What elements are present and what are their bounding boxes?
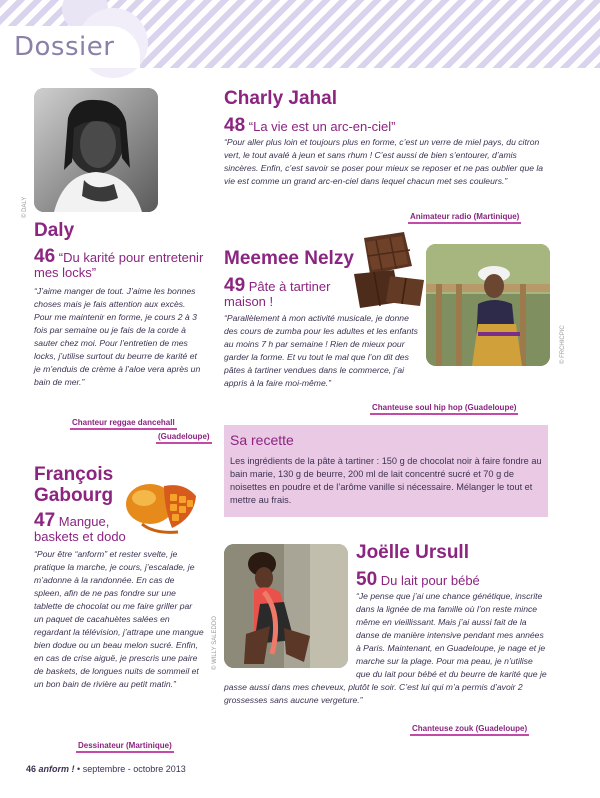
photo-credit: © WILLY SALEDDO — [212, 616, 218, 670]
headline-text: Pâte à tartiner maison ! — [224, 279, 331, 309]
tip-number: 49 — [224, 275, 246, 296]
page-footer — [26, 764, 186, 774]
joelle-headline — [356, 569, 546, 590]
francois-role: Dessinateur (Martinique) — [76, 741, 174, 753]
section-title: Dossier — [14, 32, 115, 62]
meemee-body: “Parallèlement à mon activité musicale, je donne des cours de zumba pour les adultes et les enfants au moins 7 h par semaine ! Rien de mieux pour garder la forme. Et vu tout le mal que l’on dit des pâtes à tartiner vendues dans le commerce, j’ai appris à la faire moi-même.” — [224, 313, 418, 388]
charly-body: “Pour aller plus loin et toujours plus en forme, c’est un verre de miel pays, du citron vert, le tout avalé à jeun et sans rhum ! C’est aussi de bien s’entourer, d’amis sincères. Enfin, c’est savoir se poser pour mieux se reposer et ne pas oublier que la vie est comme un grand arc-en-ciel dans lequel chacun met ses couleurs.” — [224, 137, 544, 186]
charly-name: Charly Jahal — [224, 88, 337, 109]
headline-text: “Du karité pour entretenir mes locks” — [34, 250, 204, 280]
recipe-text: Les ingrédients de la pâte à tartiner : 150 g de chocolat noir à faire fondre au bain marie, 130 g de beurre, 200 ml de lait concentré sucré et 70 g de noisettes en poudre et de l’arôme vanille si nécessaire. Mélanger le tout et mettre au frais. — [230, 456, 542, 505]
francois-name-line2: Gabourg — [34, 485, 114, 506]
text-wrap-spacer — [224, 590, 356, 670]
tip-number: 48 — [224, 115, 246, 136]
joelle-name: Joëlle Ursull — [356, 542, 469, 563]
meemee-headline — [224, 275, 354, 309]
issue-date: • septembre - octobre 2013 — [77, 764, 186, 774]
daly-name: Daly — [34, 220, 75, 241]
francois-name-line1: François — [34, 464, 114, 485]
francois-body: “Pour être “anform” et rester svelte, je pratique la marche, je cours, j’escalade, je m’adonne à la randonnée. En cas de spleen, afin de ne pas fondre sur une tablette de chocolat ou me faire griller par un paquet de cacahuètes salées en regardant la télévision, j’attrape une mangue bien dodue ou un beau melon sucré. Enfin, en cas de crise aiguë, je prescris une paire de baskets, de longues nuits de sommeil et un bon bain de rivière au petit matin.” — [34, 549, 204, 689]
daly-headline — [34, 246, 204, 280]
photo-credit: © FRCHICPIC — [560, 325, 566, 364]
tip-number: 46 — [34, 246, 56, 267]
recipe-title: Sa recette — [230, 432, 294, 448]
daly-role-region: (Guadeloupe) — [156, 432, 212, 444]
joelle-role: Chanteuse zouk (Guadeloupe) — [410, 724, 529, 736]
charly-headline — [224, 115, 544, 136]
magazine-name: anform ! — [38, 764, 75, 774]
chocolate-image — [346, 230, 430, 310]
meemee-photo — [426, 244, 550, 366]
headline-text: Du lait pour bébé — [380, 573, 480, 588]
meemee-name: Meemee Nelzy — [224, 248, 354, 269]
daly-body: “J’aime manger de tout. J’aime les bonnes choses mais je fais attention aux excès. Pour me maintenir en forme, je cours 2 à 3 fois par semaine ou je fais de la corde à sauter chez moi. Pour l’entretien de mes locks, j’utilise surtout du beurre de karité et je m’enduis de crème à l’aloe vera après un bain de mer.” — [34, 286, 201, 387]
headline-text: “La vie est un arc-en-ciel” — [248, 119, 396, 134]
page-number: 46 — [26, 764, 37, 774]
daly-photo — [34, 88, 158, 212]
meemee-role: Chanteuse soul hip hop (Guadeloupe) — [370, 403, 518, 415]
headline-text: Mangue, baskets et dodo — [34, 514, 126, 544]
francois-headline — [34, 510, 144, 544]
charly-role: Animateur radio (Martinique) — [408, 212, 521, 224]
joelle-body-a: “Je pense que j’ai une chance génétique, inscrite dans la lignée de ma famille où l’on reste mince même en vieillissant. Mais j’ai aussi fait de la danse de manière intensive pendant mes années à Paris. Maintenant, en Guadeloupe, je nage et je marche sur la plage. Pour ma peau, je n’utilise que du lait pour bébé et du beurre de karité que je passe aussi dans mes cheveux, plutôt le soir. C’est lui qui m’a permis d’avoir 2 grossesses sans aucune vergeture.” — [224, 591, 547, 705]
daly-role: Chanteur reggae dancehall — [70, 418, 177, 430]
photo-credit: © DALY — [22, 196, 28, 218]
tip-number: 47 — [34, 510, 56, 531]
tip-number: 50 — [356, 569, 378, 590]
